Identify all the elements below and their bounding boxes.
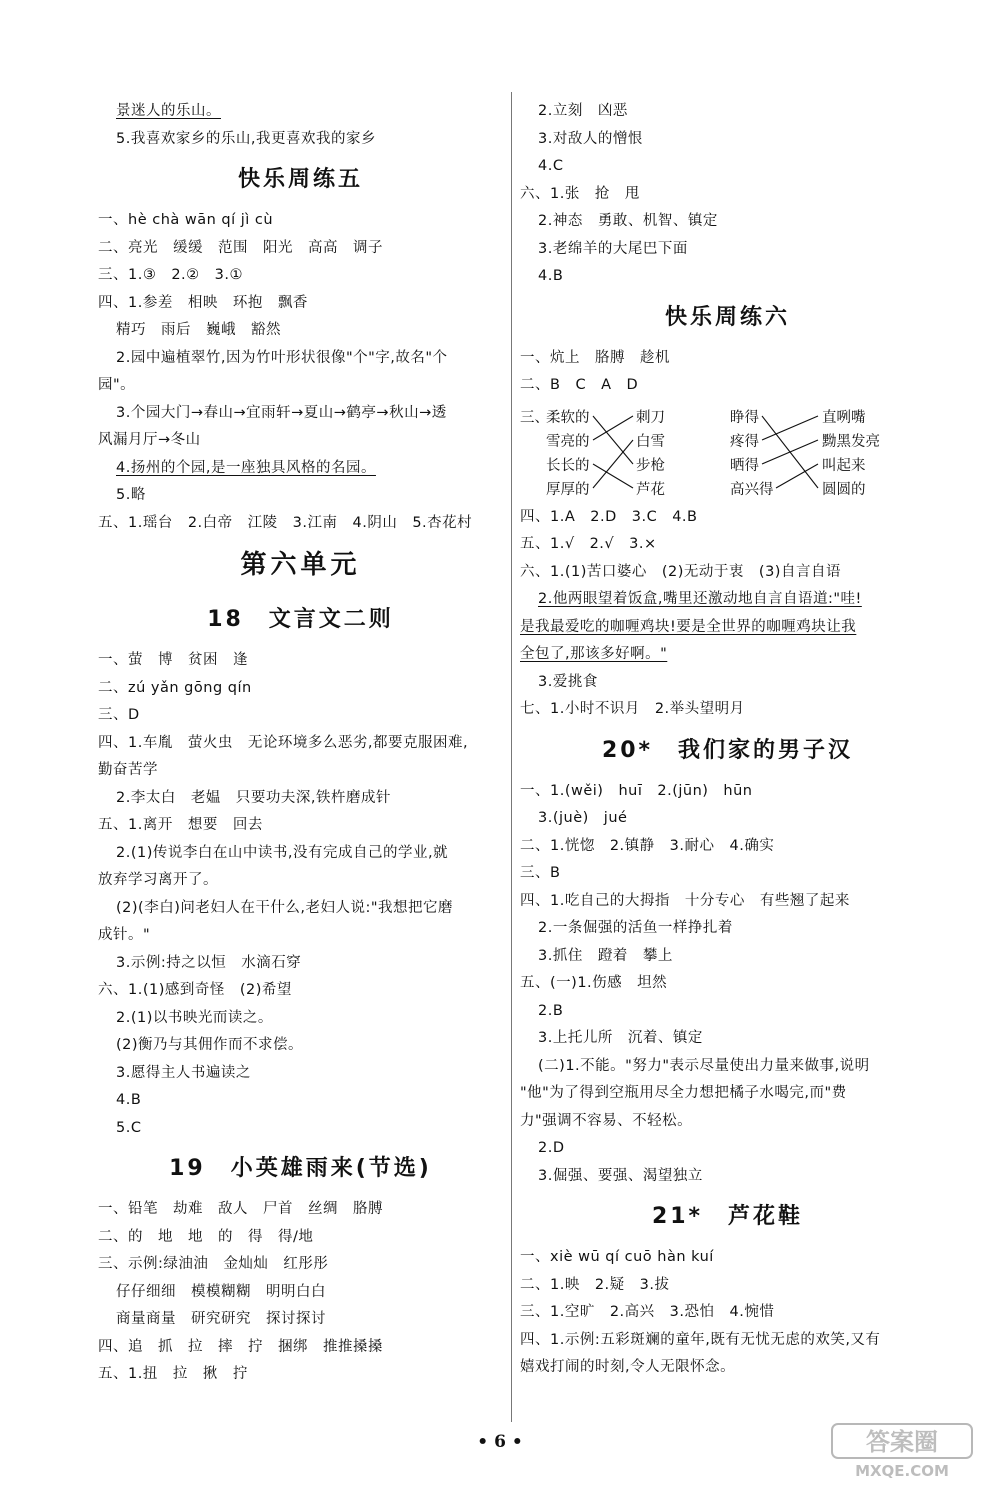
lesson-heading-19: 19 小英雄雨来(节选) <box>169 1156 432 1181</box>
answer-line: 五、1.瑶台 2.白帝 江陵 3.江南 4.阴山 5.杏花村 <box>98 514 473 531</box>
answer-line: 商量商量 研究研究 探讨探讨 <box>116 1311 326 1327</box>
answer-line: 嬉戏打闹的时刻,令人无限怀念。 <box>520 1359 736 1375</box>
answer-line: 三、1.③ 2.② 3.① <box>98 267 244 283</box>
answer-line: 一、1.(wěi) huī 2.(jūn) hūn <box>520 782 753 799</box>
answer-line: 2.李太白 老媪 只要功夫深,铁杵磨成针 <box>116 789 391 806</box>
match-left-a: 长长的 <box>546 457 590 474</box>
answer-line: 四、1.吃自己的大拇指 十分专心 有些翘了起来 <box>520 892 850 909</box>
match-line <box>762 416 818 440</box>
answer-line: 3.上托儿所 沉着、镇定 <box>538 1030 703 1046</box>
answer-line: 5.略 <box>116 487 146 503</box>
answer-line: 4.B <box>538 268 564 284</box>
answer-line: 3.爱挑食 <box>538 673 598 690</box>
page-number: • 6 • <box>477 1432 523 1452</box>
left-column <box>98 98 503 1389</box>
match-line <box>593 416 633 464</box>
match-left-a: 雪亮的 <box>546 433 590 450</box>
answer-line: 一、炕上 胳膊 趁机 <box>520 349 670 366</box>
answer-line: 勤奋苦学 <box>98 762 158 778</box>
answer-line: 二、B C A D <box>520 377 639 393</box>
match-left-a: 厚厚的 <box>546 481 590 498</box>
unit-heading: 第六单元 <box>240 550 361 580</box>
answer-line: 风漏月厅→冬山 <box>98 432 201 448</box>
answer-line: 三、示例:绿油油 金灿灿 红彤彤 <box>98 1256 329 1272</box>
match-line <box>776 464 818 488</box>
answer-line: 一、铅笔 劫难 敌人 尸首 丝绸 胳膊 <box>98 1201 383 1217</box>
answer-line: 2.立刻 凶恶 <box>538 103 628 119</box>
match-right-b: 黝黑发亮 <box>822 433 880 450</box>
answer-line: 5.C <box>116 1119 142 1136</box>
answer-line: 3.(juè) jué <box>538 810 628 826</box>
answer-line: 放弃学习离开了。 <box>98 872 218 888</box>
match-left-a: 柔软的 <box>546 409 590 426</box>
answer-line: 2.(1)传说李白在山中读书,没有完成自己的学业,就 <box>116 844 449 861</box>
match-line <box>593 464 633 488</box>
answer-line: 2.D <box>538 1140 565 1156</box>
answer-line: 二、zú yǎn gōng qín <box>98 679 252 696</box>
answer-line: (2)衡乃与其佣作而不求偿。 <box>116 1037 304 1053</box>
answer-line: 4.扬州的个园,是一座独具风格的名园。 <box>116 459 376 476</box>
match-left-b: 晒得 <box>730 457 759 474</box>
answer-line: 5.我喜欢家乡的乐山,我更喜欢我的家乡 <box>116 130 376 147</box>
answer-line: 六、1.(1)感到奇怪 (2)希望 <box>98 982 292 998</box>
answer-line: 2.(1)以书映光而读之。 <box>116 1009 273 1026</box>
answer-line: 2.一条倔强的活鱼一样挣扎着 <box>538 920 733 936</box>
match-right-a: 刺刀 <box>636 409 665 426</box>
right-column <box>520 98 935 1382</box>
answer-line: 六、1.(1)苦口婆心 (2)无动于衷 (3)自言自语 <box>520 563 841 580</box>
answer-line: 二、1.映 2.疑 3.拔 <box>520 1276 670 1293</box>
answer-line: 一、hè chà wān qí jì cù <box>98 212 274 228</box>
answer-line: 五、(一)1.伤感 坦然 <box>520 975 668 991</box>
answer-line: 仔仔细细 模模糊糊 明明白白 <box>116 1283 326 1300</box>
answer-line: "他"为了得到空瓶用尽全力想把橘子水喝完,而"费 <box>520 1085 847 1101</box>
match-left-b: 高兴得 <box>730 481 774 498</box>
answer-line: 一、萤 博 贫困 逢 <box>98 652 248 668</box>
watermark-logo <box>828 1420 978 1482</box>
answer-line: 七、1.小时不识月 2.举头望明月 <box>520 701 745 717</box>
answer-line: 4.C <box>538 158 564 174</box>
answer-line: 二、的 地 地 的 得 得/地 <box>98 1228 314 1245</box>
answer-line: 六、1.张 抢 甩 <box>520 185 640 202</box>
match-right-a: 白雪 <box>636 433 665 450</box>
match-right-b: 叫起来 <box>822 457 866 474</box>
answer-line: 3.对敌人的憎恨 <box>538 130 643 147</box>
answer-line: 三、D <box>98 707 140 723</box>
column-divider <box>511 92 512 1422</box>
match-prefix: 三、 <box>520 409 549 426</box>
match-right-a: 芦花 <box>636 481 665 498</box>
match-left-b: 疼得 <box>730 433 759 450</box>
matching-lines <box>520 400 935 504</box>
answer-line: 园"。 <box>98 377 136 393</box>
answer-line: 四、1.车胤 萤火虫 无论环境多么恶劣,都要克服困难, <box>98 734 469 751</box>
answer-line: 是我最爱吃的咖喱鸡块!要是全世界的咖喱鸡块让我 <box>520 618 857 635</box>
answer-line: 3.个园大门→春山→宜雨轩→夏山→鹤亭→秋山→透 <box>116 404 447 421</box>
section-heading-week5: 快乐周练五 <box>237 167 363 192</box>
answer-line: 五、1.离开 想要 回去 <box>98 817 263 833</box>
match-line <box>593 440 633 488</box>
answer-line: 力"强调不容易、不轻松。 <box>520 1112 693 1129</box>
answer-line: 3.抓住 蹬着 攀上 <box>538 947 673 964</box>
match-line <box>762 440 818 464</box>
answer-line: 2.B <box>538 1002 564 1019</box>
answer-line: 3.愿得主人书遍读之 <box>116 1064 251 1081</box>
answer-line: (2)(李白)问老妇人在干什么,老妇人说:"我想把它磨 <box>116 899 454 916</box>
answer-line: 2.神态 勇敢、机智、镇定 <box>538 213 718 229</box>
match-line <box>593 416 633 440</box>
answer-line: 3.倔强、要强、渴望独立 <box>538 1167 703 1184</box>
answer-line: 精巧 雨后 巍峨 豁然 <box>116 322 281 338</box>
lesson-heading-20: 20* 我们家的男子汉 <box>601 737 854 763</box>
answer-line: 五、1.扭 拉 揪 拧 <box>98 1366 248 1382</box>
answer-line: 四、1.A 2.D 3.C 4.B <box>520 508 698 525</box>
watermark-url: MXQE.COM <box>855 1462 949 1480</box>
answer-line: 二、亮光 缓缓 范围 阳光 高高 调子 <box>98 239 383 256</box>
answer-line: 3.老绵羊的大尾巴下面 <box>538 240 688 257</box>
answer-line: 三、B <box>520 865 561 881</box>
answer-line: (二)1.不能。"努力"表示尽量使出力量来做事,说明 <box>538 1057 870 1074</box>
answer-line: 2.他两眼望着饭盒,嘴里还激动地自言自语道:"哇! <box>538 591 862 607</box>
answer-line: 成针。" <box>98 927 151 943</box>
answer-line: 3.示例:持之以恒 水滴石穿 <box>116 954 302 971</box>
answer-line: 四、追 抓 拉 摔 拧 捆绑 推推搡搡 <box>98 1338 383 1355</box>
answer-line: 三、1.空旷 2.高兴 3.恐怕 4.惋惜 <box>520 1304 775 1320</box>
match-right-b: 直咧嘴 <box>822 409 866 426</box>
answer-line: 全包了,那该多好啊。" <box>520 646 668 662</box>
match-right-a: 步枪 <box>636 457 665 474</box>
answer-line: 五、1.√ 2.√ 3.× <box>520 536 657 552</box>
lesson-heading-18: 18 文言文二则 <box>207 607 394 632</box>
answer-line: 4.B <box>116 1092 142 1108</box>
answer-line: 二、1.恍惚 2.镇静 3.耐心 4.确实 <box>520 837 775 854</box>
answer-line: 景迷人的乐山。 <box>116 103 221 119</box>
answer-line: 一、xiè wū qí cuō hàn kuí <box>520 1249 714 1265</box>
matching-exercise <box>520 400 935 504</box>
answer-line: 2.园中遍植翠竹,因为竹叶形状很像"个"字,故名"个 <box>116 349 448 366</box>
section-heading-week6: 快乐周练六 <box>664 304 790 330</box>
watermark-text: 答案圈 <box>866 1428 938 1456</box>
match-right-b: 圆圆的 <box>822 481 866 498</box>
match-left-b: 睁得 <box>730 409 759 426</box>
answer-line: 四、1.参差 相映 环抱 飘香 <box>98 294 308 311</box>
lesson-heading-21: 21* 芦花鞋 <box>651 1204 804 1229</box>
answer-line: 四、1.示例:五彩斑斓的童年,既有无忧无虑的欢笑,又有 <box>520 1331 881 1348</box>
